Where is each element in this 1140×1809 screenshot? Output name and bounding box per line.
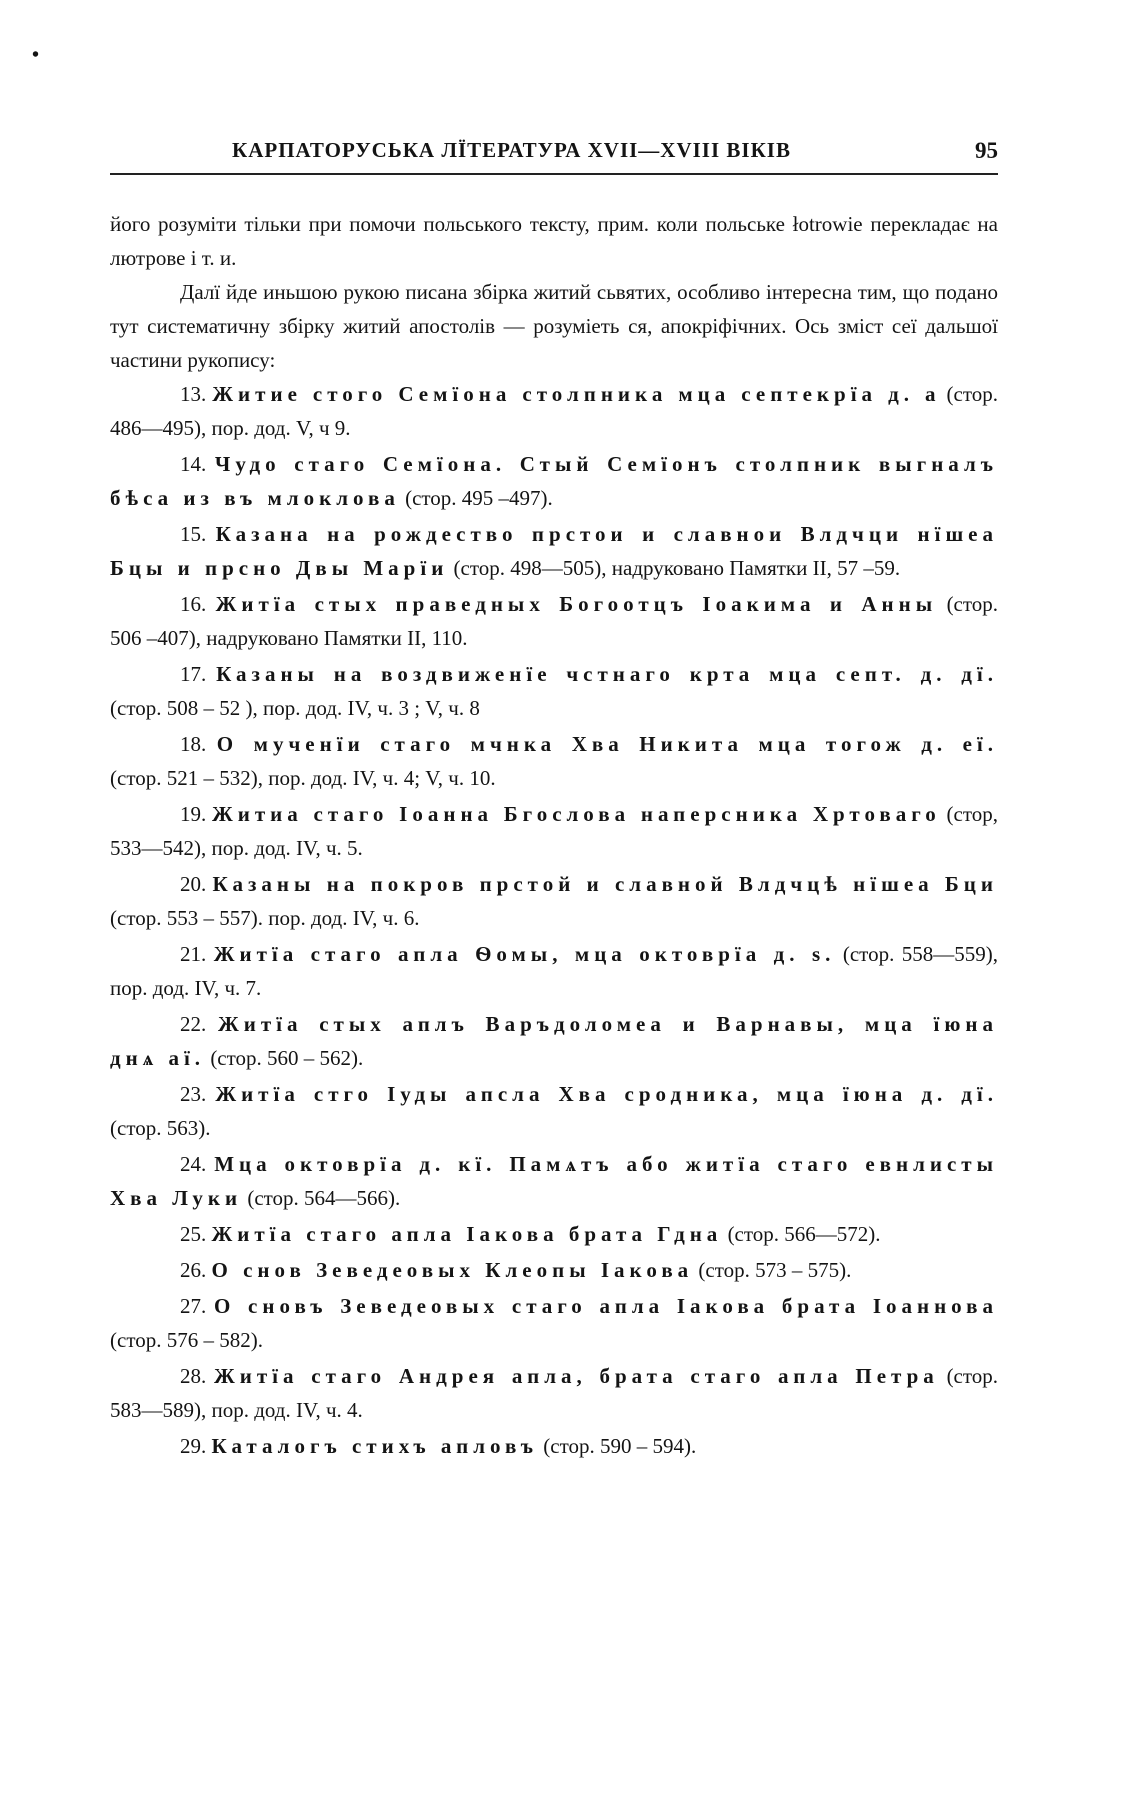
- list-item: [110, 517, 998, 585]
- paragraph-intro: Далї йде иньшою рукою писана збірка житий сьвятих, особливо інтересна тим, що подано тут систематичну збірку житий апостолів — розуміеть ся, апокріфічних. Ось зміст сеї дальшої частини рукопису:: [110, 280, 998, 372]
- entry-number: 13.: [180, 382, 207, 406]
- header-rule: [110, 173, 998, 175]
- entry-number: 18.: [180, 732, 207, 756]
- entry-title: Мца октоврїа д. кї. Памѧтъ або житїа стаго евнлисты Хва Луки: [110, 1152, 999, 1210]
- running-title: КАРПАТОРУСЬКА ЛЇТЕРАТУРА XVII—XVIII ВІКІВ: [232, 138, 791, 162]
- entry-number: 19.: [180, 802, 207, 826]
- entry-number: 24.: [180, 1152, 207, 1176]
- entry-title: Житїа стго Іуды апсла Хва сродника, мца їюна д. дї.: [215, 1082, 998, 1106]
- list-item: [110, 797, 998, 865]
- entry-number: 27.: [180, 1294, 207, 1318]
- entry-number: 25.: [180, 1222, 207, 1246]
- entry-title: Житїа стых аплъ Варъдоломеа и Варнавы, мца їюна днѧ аї.: [110, 1012, 999, 1070]
- list-item: [110, 1077, 998, 1145]
- entry-number: 17.: [180, 662, 207, 686]
- entry-reference: (стор. 508 – 52 ), пор. дод. IV, ч. 3 ; V, ч. 8: [110, 696, 480, 720]
- entry-title: Казаны на покров прстой и славной Влдчцѣ нїшеа Бци: [212, 872, 999, 896]
- entry-title: Житїа стаго Андрея апла, брата стаго апла Петра: [214, 1364, 939, 1388]
- entry-reference: (стор. 573 – 575).: [698, 1258, 852, 1282]
- entry-title: Житиа стаго Іоанна Бгослова наперсника Хртоваго: [212, 802, 941, 826]
- entry-reference: (стор. 583—589), пор. дод. IV, ч. 4.: [110, 1364, 999, 1422]
- list-item: [110, 1429, 998, 1463]
- entry-reference: (стор. 566—572).: [727, 1222, 881, 1246]
- entry-title: Каталогъ стихъ апловъ: [211, 1434, 539, 1458]
- list-item: [110, 727, 998, 795]
- entry-number: 20.: [180, 872, 207, 896]
- page-number: 95: [975, 138, 998, 163]
- entry-reference: (стор. 495 –497).: [405, 486, 553, 510]
- paragraph-continuation: його розуміти тільки при помочи польського тексту, прим. коли польське łotrowie перекладає на лютрове і т. и.: [110, 212, 998, 270]
- entry-number: 26.: [180, 1258, 207, 1282]
- list-item: [110, 937, 998, 1005]
- entry-reference: (стор. 576 – 582).: [110, 1328, 263, 1352]
- entry-number: 29.: [180, 1434, 207, 1458]
- entry-title: Казаны на воздвиженїе чстнаго крта мца септ. д. дї.: [216, 662, 998, 686]
- list-item: [110, 1147, 998, 1215]
- margin-mark: •: [32, 44, 40, 66]
- entry-title: Казана на рождество прстои и славнои Влдчци нїшеа Бцы и прсно Двы Марїи: [110, 522, 998, 580]
- entry-title: О снов Зеведеовых Клеопы Іакова: [211, 1258, 694, 1282]
- entry-number: 14.: [180, 452, 207, 476]
- entry-number: 22.: [180, 1012, 207, 1036]
- list-item: [110, 1253, 998, 1287]
- entry-title: О сновъ Зеведеовых стаго апла Іакова брата Іоаннова: [213, 1294, 999, 1318]
- list-item: [110, 1217, 998, 1251]
- entry-number: 21.: [180, 942, 207, 966]
- list-item: [110, 657, 998, 725]
- list-item: [110, 447, 998, 515]
- entry-number: 23.: [180, 1082, 207, 1106]
- entry-title: Житїа стаго апла Іакова брата Гдна: [211, 1222, 723, 1246]
- entry-reference: (стор. 563).: [110, 1116, 211, 1140]
- entry-title: О мученїи стаго мчнка Хва Никита мца тогож д. еї.: [216, 732, 999, 756]
- entry-reference: (стор. 560 – 562).: [210, 1046, 364, 1070]
- entry-reference: (стор. 498—505), надруковано Памятки II, 57 –59.: [453, 556, 901, 580]
- list-item: [110, 377, 998, 445]
- entry-title: Житие стого Семїона столпника мца септекрїа д. а: [212, 382, 941, 406]
- entry-title: Житїа стых праведных Богоотцъ Іоакима и Анны: [215, 592, 938, 616]
- entry-title: Житїа стаго апла Ѳомы, мца октоврїа д. ѕ.: [213, 942, 836, 966]
- entry-number: 16.: [180, 592, 207, 616]
- entry-reference: (стор. 564—566).: [247, 1186, 401, 1210]
- entry-reference: (стор. 553 – 557). пор. дод. IV, ч. 6.: [110, 906, 420, 930]
- entry-reference: (стор. 486—495), пор. дод. V, ч 9.: [110, 382, 999, 440]
- page-header: [110, 138, 998, 174]
- list-item: [110, 1289, 998, 1357]
- list-item: [110, 1359, 998, 1427]
- entry-reference: (стор, 533—542), пор. дод. IV, ч. 5.: [110, 802, 998, 860]
- entry-reference: (стор. 590 – 594).: [543, 1434, 697, 1458]
- list-item: [110, 1007, 998, 1075]
- list-item: [110, 867, 998, 935]
- entry-number: 28.: [180, 1364, 207, 1388]
- entry-reference: (стор. 506 –407), надруковано Памятки II, 110.: [110, 592, 999, 650]
- entry-reference: (стор. 521 – 532), пор. дод. IV, ч. 4; V, ч. 10.: [110, 766, 496, 790]
- list-item: [110, 587, 998, 655]
- body-text: [110, 207, 998, 1465]
- entry-reference: (стор. 558—559), пор. дод. IV, ч. 7.: [110, 942, 999, 1000]
- entry-title: Чудо стаго Семїона. Стый Семїонъ столпник выгналъ бѣса из въ млоклова: [110, 452, 999, 510]
- entry-number: 15.: [180, 522, 207, 546]
